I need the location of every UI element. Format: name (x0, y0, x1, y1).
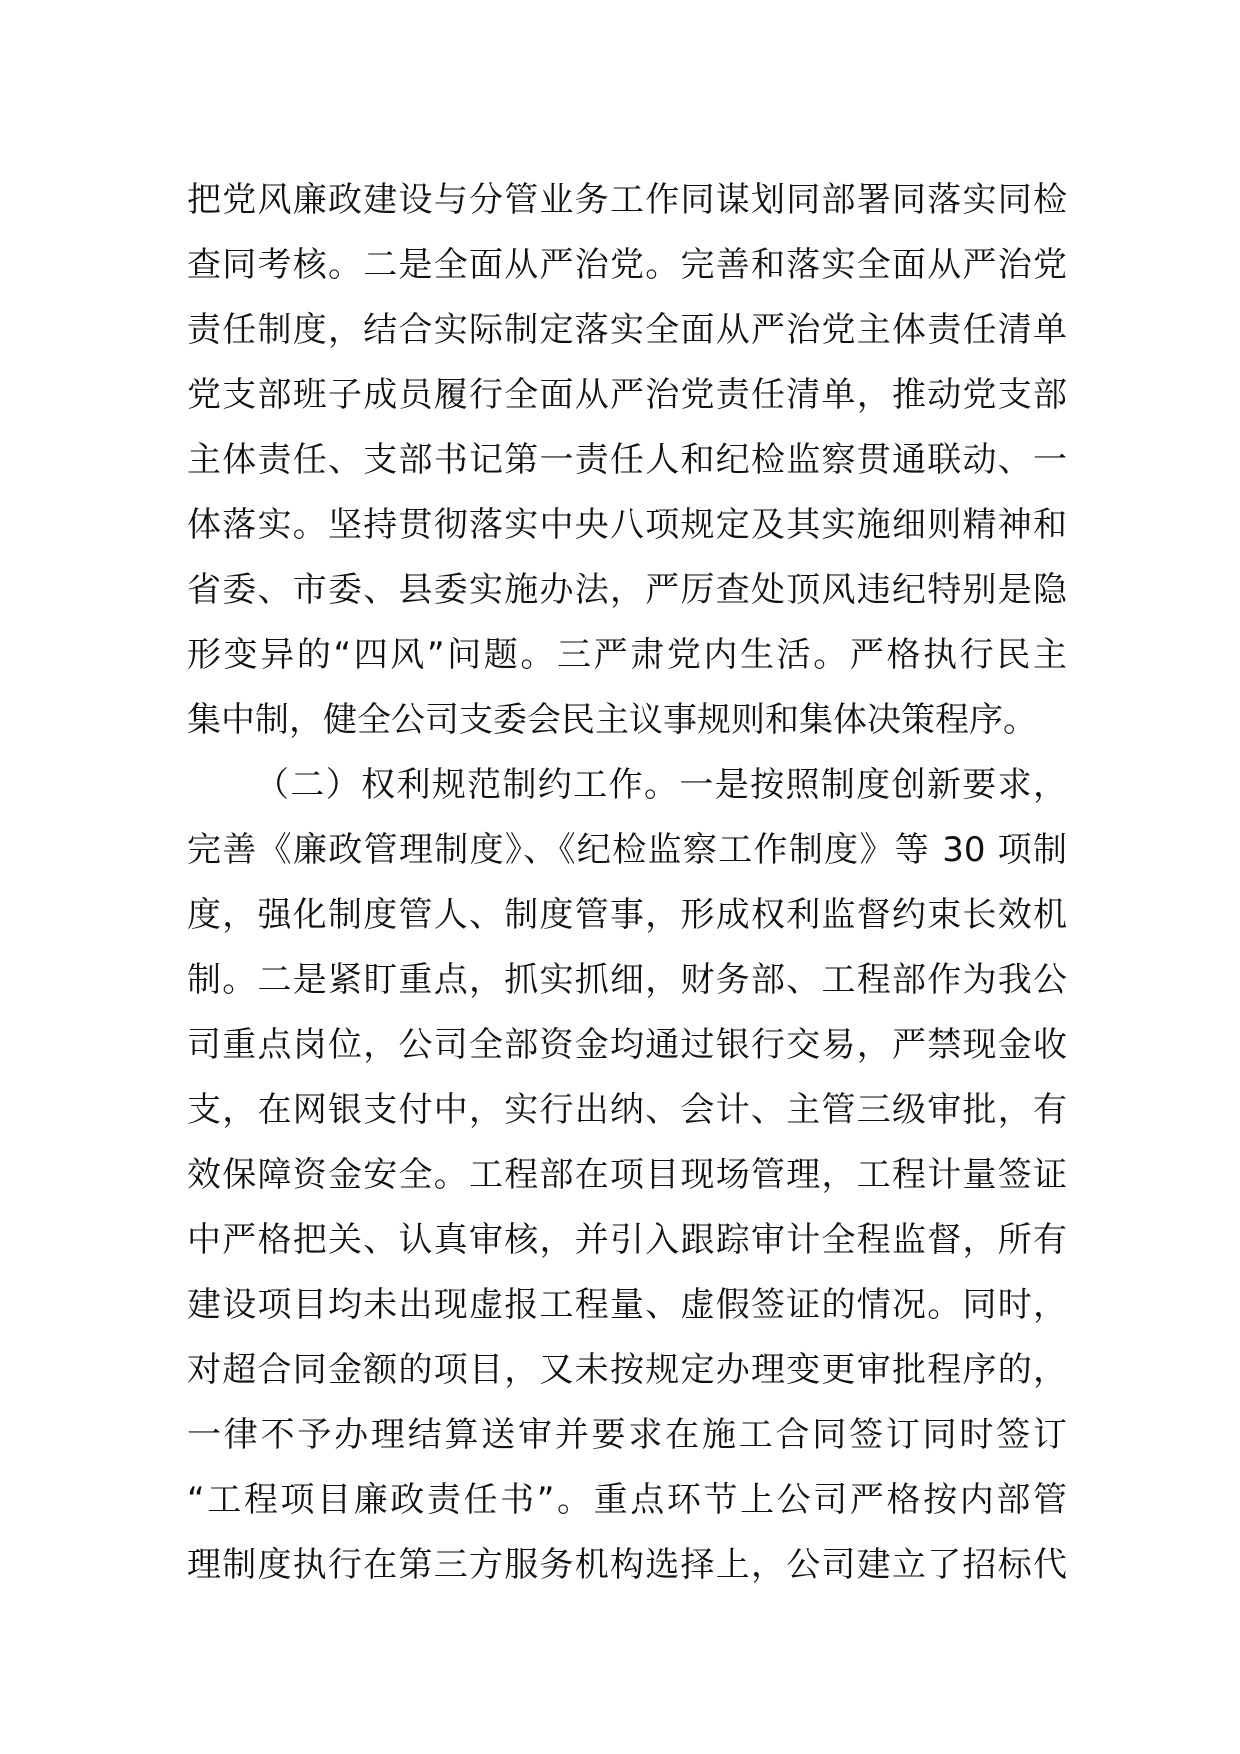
text-line: 把党风廉政建设与分管业务工作同谋划同部署同落实同检 (187, 180, 1067, 220)
text-line: 建设项目均未出现虚报工程量、虚假签证的情况。同时， (187, 1285, 1067, 1325)
text-line: 支，在网银支付中，实行出纳、会计、主管三级审批，有 (187, 1090, 1067, 1130)
text-line: 司重点岗位，公司全部资金均通过银行交易，严禁现金收 (187, 1025, 1067, 1065)
text-line: 主体责任、支部书记第一责任人和纪检监察贯通联动、一 (187, 440, 1067, 480)
text-line: 省委、市委、县委实施办法，严厉查处顶风违纪特别是隐 (187, 570, 1067, 610)
text-line: 形变异的“四风”问题。三严肃党内生活。严格执行民主 (187, 635, 1067, 675)
text-line: 理制度执行在第三方服务机构选择上，公司建立了招标代 (187, 1545, 1067, 1585)
text-line: 中严格把关、认真审核，并引入跟踪审计全程监督，所有 (187, 1220, 1067, 1260)
text-line: 效保障资金安全。工程部在项目现场管理，工程计量签证 (187, 1155, 1067, 1195)
text-line: 党支部班子成员履行全面从严治党责任清单，推动党支部 (187, 375, 1067, 415)
document-body (187, 168, 1067, 1598)
text-line: 查同考核。二是全面从严治党。完善和落实全面从严治党 (187, 245, 1067, 285)
text-line: 一律不予办理结算送审并要求在施工合同签订同时签订 (187, 1415, 1067, 1455)
text-line: 完善《廉政管理制度》、《纪检监察工作制度》等 30 项制 (187, 830, 1067, 870)
text-line: 度，强化制度管人、制度管事，形成权利监督约束长效机 (187, 895, 1067, 935)
text-line: 对超合同金额的项目，又未按规定办理变更审批程序的， (187, 1350, 1067, 1390)
text-line: 制。二是紧盯重点，抓实抓细，财务部、工程部作为我公 (187, 960, 1067, 1000)
text-line: “工程项目廉政责任书”。重点环节上公司严格按内部管 (187, 1480, 1067, 1520)
section-heading-line: （二）权利规范制约工作。一是按照制度创新要求， (255, 765, 1067, 805)
text-line: 体落实。坚持贯彻落实中央八项规定及其实施细则精神和 (187, 505, 1067, 545)
text-line: 责任制度，结合实际制定落实全面从严治党主体责任清单 (187, 310, 1067, 350)
text-line: 集中制，健全公司支委会民主议事规则和集体决策程序。 (187, 700, 1037, 740)
